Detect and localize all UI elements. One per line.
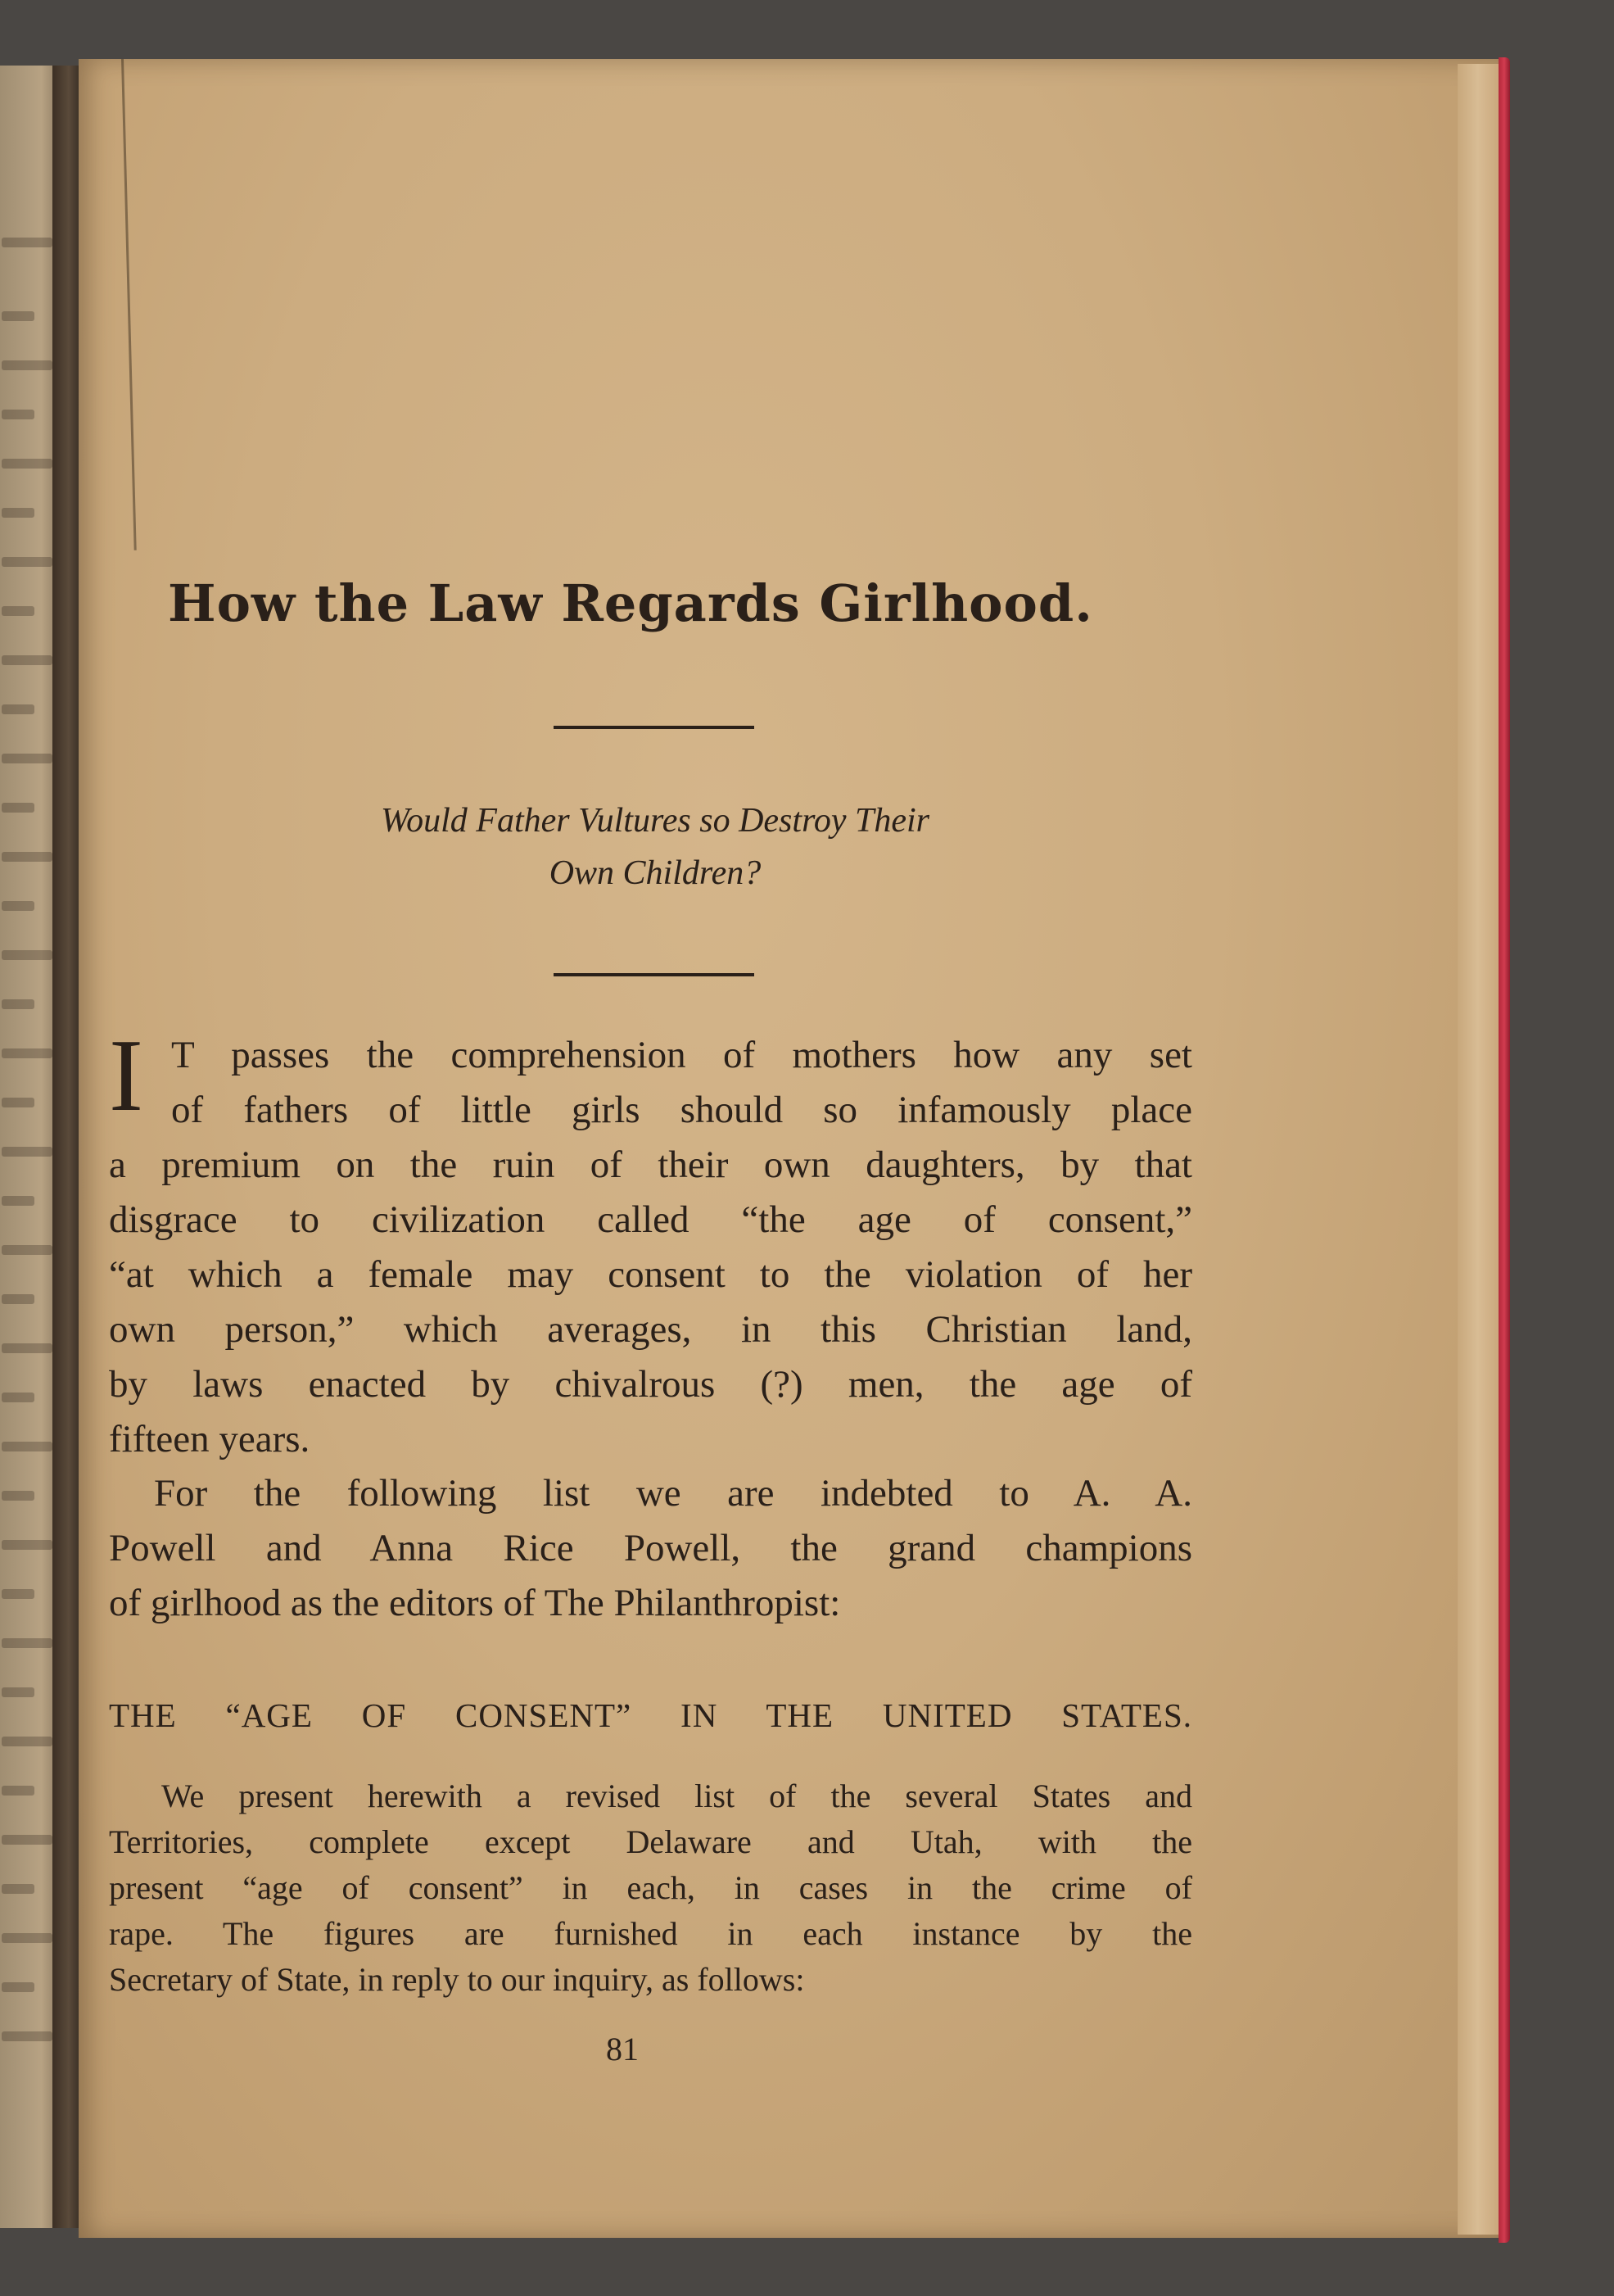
paragraph-line: Secretary of State, in reply to our inquiry, as follows: bbox=[109, 1961, 805, 1998]
paragraph-line: “at which a female may consent to the violation of her bbox=[109, 1253, 1192, 1296]
adjacent-page-text-fragment bbox=[2, 311, 34, 321]
adjacent-page-text-fragment bbox=[2, 950, 52, 960]
chapter-subtitle bbox=[164, 795, 1146, 899]
subtitle-line: Own Children? bbox=[549, 854, 762, 892]
paragraph-line: a premium on the ruin of their own daughters, by that bbox=[109, 1143, 1192, 1186]
adjacent-page-text-fragment bbox=[2, 557, 52, 567]
adjacent-page-text-fragment bbox=[2, 1737, 52, 1746]
section-heading: THE “AGE OF CONSENT” IN THE UNITED STATES. bbox=[109, 1696, 1192, 1734]
paragraph-line: For the following list we are indebted to A. A. bbox=[154, 1472, 1192, 1515]
adjacent-page-text-fragment bbox=[2, 1589, 34, 1599]
adjacent-page-text-fragment bbox=[2, 1835, 52, 1845]
adjacent-page-text-fragment bbox=[2, 1196, 34, 1206]
adjacent-page-text-fragment bbox=[2, 1884, 34, 1894]
adjacent-page-text-fragment bbox=[2, 1933, 52, 1943]
paragraph-line: by laws enacted by chivalrous (?) men, the age of bbox=[109, 1363, 1192, 1406]
paragraph-line: disgrace to civilization called “the age of consent,” bbox=[109, 1198, 1192, 1241]
paragraph-acknowledgement bbox=[109, 1466, 1192, 1631]
paragraph-line: own person,” which averages, in this Christian land, bbox=[109, 1308, 1192, 1351]
paragraph-line: present “age of consent” in each, in cases in the crime of bbox=[109, 1869, 1192, 1906]
adjacent-page-text-fragment bbox=[2, 1638, 52, 1648]
subtitle-divider-rule bbox=[554, 973, 754, 976]
adjacent-page-text-fragment bbox=[2, 1098, 34, 1107]
red-cover-edge bbox=[1499, 57, 1510, 2243]
paragraph-line: Territories, complete except Delaware and Utah, with the bbox=[109, 1823, 1192, 1860]
adjacent-page-text-fragment bbox=[2, 852, 52, 862]
title-divider-rule bbox=[554, 726, 754, 729]
paragraph-line: We present herewith a revised list of the several States and bbox=[161, 1777, 1192, 1814]
adjacent-page-text-fragment bbox=[2, 606, 34, 616]
paragraph-list-intro bbox=[109, 1773, 1192, 2003]
subtitle-line: Would Father Vultures so Destroy Their bbox=[380, 802, 930, 840]
adjacent-page-text-fragment bbox=[2, 655, 52, 665]
adjacent-page-text-fragment bbox=[2, 1442, 52, 1451]
paragraph-line: rape. The figures are furnished in each instance by the bbox=[109, 1915, 1192, 1952]
adjacent-page-text-fragment bbox=[2, 1786, 34, 1796]
adjacent-page-text-fragment bbox=[2, 410, 34, 419]
paragraph-intro bbox=[109, 1019, 1192, 1467]
adjacent-page-text-fragment bbox=[2, 1393, 34, 1402]
adjacent-page-text-fragment bbox=[2, 1687, 34, 1697]
adjacent-page-text-fragment bbox=[2, 508, 34, 518]
chapter-title: How the Law Regards Girlhood. bbox=[168, 573, 1093, 633]
adjacent-page-text-fragment bbox=[2, 2031, 52, 2041]
adjacent-page-text-fragment bbox=[2, 1343, 52, 1353]
adjacent-page-text-fragment bbox=[2, 360, 52, 370]
paragraph-line: of fathers of little girls should so infamously place bbox=[171, 1089, 1192, 1131]
adjacent-page-text-fragment bbox=[2, 1245, 52, 1255]
paragraph-line: fifteen years. bbox=[109, 1418, 310, 1460]
adjacent-page-text-fragment bbox=[2, 1491, 34, 1501]
adjacent-page-text-fragment bbox=[2, 999, 34, 1009]
adjacent-page-text-fragment bbox=[2, 238, 52, 247]
adjacent-page-text-fragment bbox=[2, 901, 34, 911]
adjacent-page-text-fragment bbox=[2, 704, 34, 714]
adjacent-page-text-fragment bbox=[2, 1294, 34, 1304]
page-number: 81 bbox=[606, 2031, 639, 2067]
adjacent-page-text-fragment bbox=[2, 803, 34, 813]
paragraph-line: Powell and Anna Rice Powell, the grand champions bbox=[109, 1527, 1192, 1569]
adjacent-page-text-fragment bbox=[2, 459, 52, 469]
drop-cap: I bbox=[109, 1019, 143, 1133]
paragraph-line: T passes the comprehension of mothers how any set bbox=[171, 1034, 1192, 1076]
adjacent-page-text-fragment bbox=[2, 1147, 52, 1157]
adjacent-page-text-fragment bbox=[2, 1982, 34, 1992]
adjacent-page-text-fragment bbox=[2, 1540, 52, 1550]
adjacent-page-text-fragment bbox=[2, 754, 52, 763]
paragraph-line: of girlhood as the editors of The Philanthropist: bbox=[109, 1582, 841, 1624]
adjacent-page-text-fragment bbox=[2, 1048, 52, 1058]
